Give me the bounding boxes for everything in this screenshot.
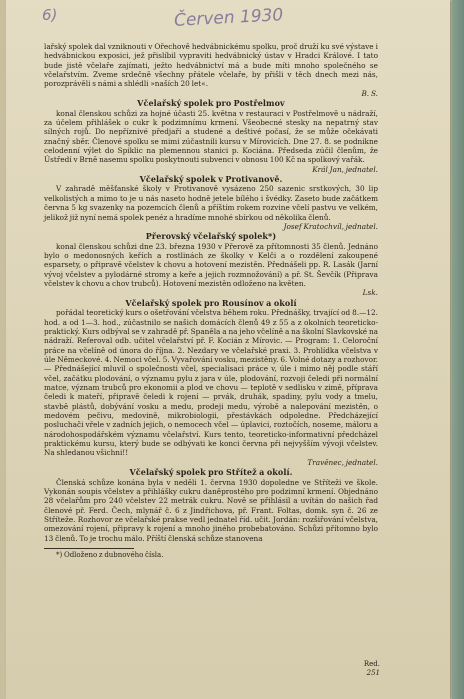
section-heading: Včelařský spolek pro Rousínov a okolí bbox=[125, 297, 297, 308]
section-paragraph: konal členskou schůzi za hojné účasti 25. května v restauraci v Postřelmově u nádraží, za účelem přihlášek o cukr k podzimnímu krmení. Všeobecné stesky na nepatrný stav sílných rojů. Do nepříznivé předjaří a studené a deštivé počasí, že se může očekávati značný sběr. Členové spolku se mimi zúčastnili kursu v Mírovicích. Dne 27. 8. se podnikne celodenní výlet do Spiklic na plemennou stanici p. Kociána. Předseda zúčil členům, že Ústředí v Brně nasemu spolku poskytnouti subvenci v obnosu 100 Kč na spolkový vařák. bbox=[44, 108, 378, 165]
page-number: 251 bbox=[366, 669, 380, 677]
section-signature: Josef Kratochvíl, jednatel. bbox=[283, 221, 378, 231]
section-signature: Lsk. bbox=[362, 288, 378, 298]
handwritten-date: Červen 1930 bbox=[173, 5, 284, 31]
section-paragraph: pořádal teoretický kurs o ošetřování včelstva během roku. Přednášky, trvající od 8.—12. hod. a od 1—3. hod., zúčastnilo se našich domácích členů 49 z 55 a z okolních teoreticko-praktický. Kurs odbýval se v zahradě př. Spaněla a na jeho včelíně a na školní Slavkovské na nádraží. Referoval odb. učitel včelařství př. F. Kocián z Mírovic. — Program: 1. Celoroční práce na včelíně od února do října. 2. Nezdary ve včelařské praxi. 3. Prohlídka včelstva v úle Německové. 4. Nemoci včel. 5. Vyvařování vosku, mezistěny. 6. Volné dotazy a rozhovor. — Přednášející mluvil o společnosti včel, specialisaci práce v, úle i mimo něj podle stáří včel, začátku plodování, o významu pylu z jara v úle, plodování, rozvoji čeledi při normální matce, význam trubců pro ekonomii a plod ve chovu — teplotě v sedlisku v zimě, příprava čeledi k mateří, připravě čeledi k rojení — prvák, druhák, spadiny, pylu vody a tmelu, stavbě plástů, dobývání vosku a medu, prodeji medu, výrobě a nalepování mezistěn, o medovém pečivu, medovině, mikrobiologii, přestávkách odpoledne. Předcházející posluchači vřele v zadních jejich, o nemocech včel — úplavici, roztočích, noseme, máloru a národohospodářském významu včelařství. Kurs tento, teoreticko-informativní předcházel praktickému kursu, který bude se odbývati ke konci června při nejvyšším vývoji včelstev. Na shledanou všichni!! bbox=[44, 308, 378, 458]
section-heading: Přerovský včelařský spolek*) bbox=[145, 231, 277, 242]
section-paragraph: konal členskou schůzi dne 23. března 1930 v Přerově za přítomnosti 35 členů. Jednáno bylo o medonosných keřích a rostlinách ze školky v Kelči a o rozdělení zakoupené esparsety, o připravě včelstev k chovu a hotovení mezistěn. Přednášeli pp. R. Lasák (Jarní vývoj včelstev a pylodárné stromy a keře a jejich rozmnožování) a př. St. Ševčík (Připrava včelstev k chovu a chov trubců). Hotovení mezistěn odloženo na květen. bbox=[44, 241, 378, 289]
section-paragraph: Členská schůze konána byla v neděli 1. června 1930 dopoledne ve Stříteži ve škole. Vykonán soupis včelstev a přihlášky cukru daněprostého pro podzimní krmení. Objednáno 28 včelařům pro 240 včelstev 22 metrák cukru. Nově se přihlásil a uvítán do našich řad členové př. Ferd. Čech, mlynář č. 6 z Jindřichova, př. Frant. Foltas, domk. syn č. 26 ze Stříteže. Rozhovor ze včelařské prakse vedl jednatel říd. učit. Jordán: rozšiřování včelstva, omezování rojení, připravy k rojení a mnoho jiného probebatováno. Schůzi přítomno bylo 13 členů. To je trochu málo. Příští členská schůze stanovena bbox=[44, 477, 378, 543]
section-heading: Včelařský spolek v Protivanově. bbox=[139, 173, 283, 184]
section-heading: Včelařský spolek pro Střítež a okolí. bbox=[129, 467, 293, 478]
editor-mark: Red. bbox=[363, 660, 380, 668]
footnote: *) Odloženo z dubnového čísla. bbox=[56, 551, 164, 559]
section-signature: Travěnec, jednatel. bbox=[307, 457, 378, 467]
page-footer bbox=[306, 660, 380, 678]
binding-edge bbox=[452, 0, 464, 699]
intro-paragraph: lařský spolek dal vzniknouti v Ořechově hedvábnickému spolku, proč druží ku své výstave i hedvábnickou exposici, jež přislíbil vypraviti hedvábnický ústav v Hradci Králové. I tato bude jistě včelaře zajímati, ježto hedvábnictví má a bude míti mnoho společného se včelařstvím. Zveme srdečně všechny přátele včelaře, by přišli v těch dnech mezi nás, porozprávěli s námi a shlédli »naších 20 let«. bbox=[44, 42, 378, 89]
footnote-rule bbox=[44, 548, 134, 549]
handwritten-number: 6) bbox=[42, 6, 58, 24]
intro-signature: B. S. bbox=[361, 88, 378, 98]
section-signature: Král Jan, jednatel. bbox=[312, 164, 378, 174]
section-paragraph: V zahradě měšťanské školy v Protivanově vysázeno 250 sazenic srstkových, 30 lip velkolistých a mimo to je u nás naseto hodně jetele bílého i švédky. Zaseto bude začátkem června 5 kg svazenky na pozemcích členů a příštím rokem rozvine včelí pastvu ve velkém, jelikož již nyní nemá spolek penéz a hradíme mnohé sbírkou od několika členů. bbox=[44, 184, 378, 222]
text-column bbox=[44, 42, 378, 560]
section-heading: Včelařský spolek pro Postřelmov bbox=[137, 98, 285, 109]
document-page bbox=[6, 0, 450, 699]
